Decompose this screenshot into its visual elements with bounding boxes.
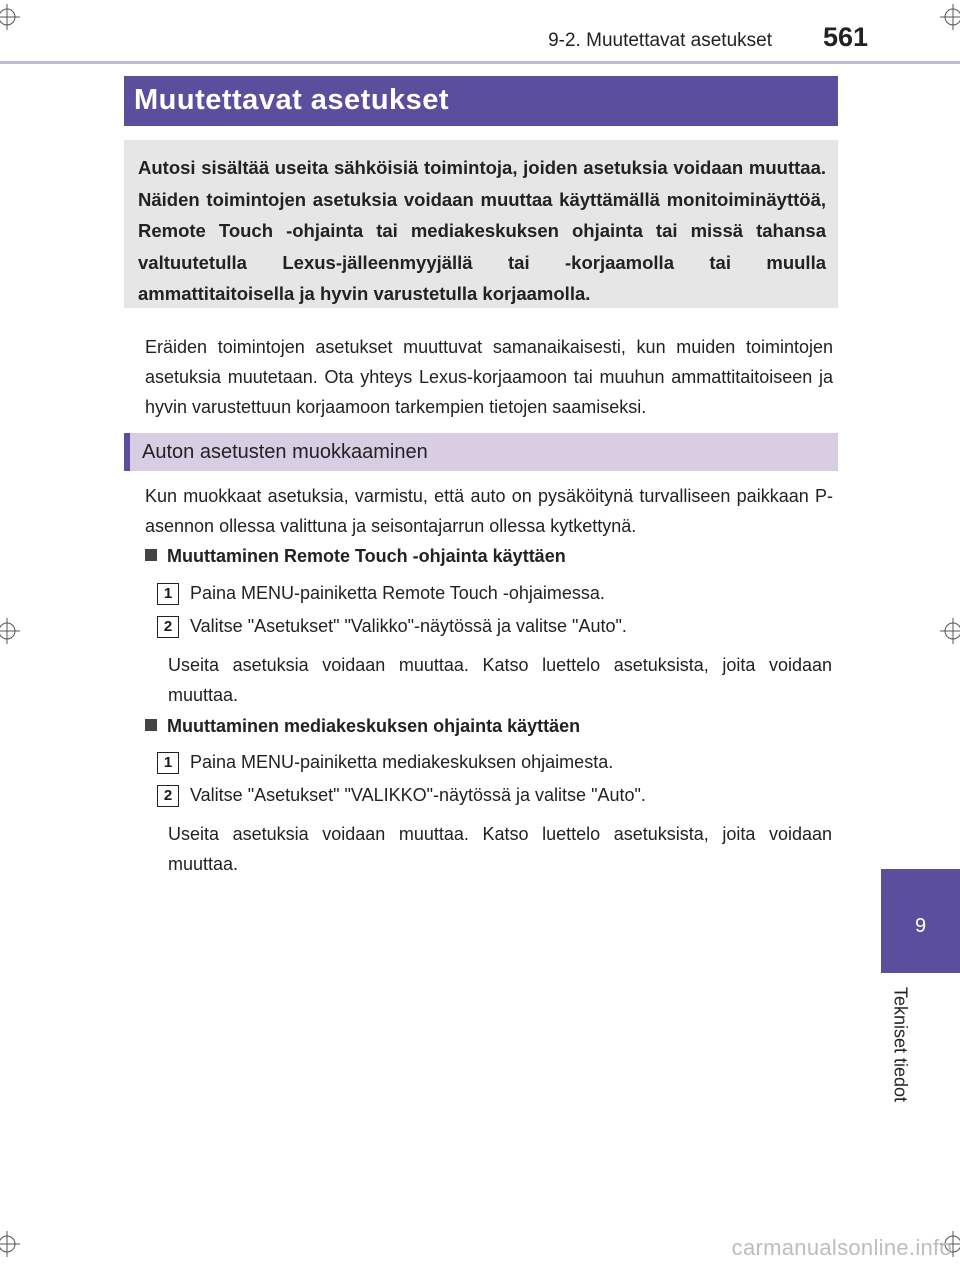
step-number: 2: [157, 616, 179, 638]
step-text: Valitse "Asetukset" "VALIKKO"-näytössä ja valitse "Auto".: [190, 785, 646, 805]
body-paragraph-1: Eräiden toimintojen asetukset muuttuvat samanaikaisesti, kun muiden toimintojen asetuksia muutetaan. Ota yhteys Lexus-korjaamoon tai muuhun ammattitaitoiseen ja hyvin varustettuun korjaamoon tarkempien tietojen saamiseksi.: [145, 337, 833, 417]
square-bullet-icon: [145, 549, 157, 561]
header-divider: [0, 61, 960, 64]
remote-touch-heading-text: Muuttaminen Remote Touch -ohjainta käyttäen: [167, 546, 566, 566]
chapter-number: 9: [914, 915, 927, 937]
square-bullet-icon: [145, 719, 157, 731]
registration-mark-mid-left: [0, 618, 20, 644]
body-paragraph-2: Kun muokkaat asetuksia, varmistu, että auto on pysäköitynä turvalliseen paikkaan P-asennon ollessa valittuna ja seisontajarrun ollessa kytkettynä.: [145, 486, 833, 536]
remote-touch-heading: [145, 546, 566, 567]
running-header: [120, 22, 868, 58]
step-number: 1: [157, 583, 179, 605]
chapter-label-wrapper: [888, 984, 914, 1108]
chapter-tab: [881, 869, 960, 973]
intro-text: Autosi sisältää useita sähköisiä toimintoja, joiden asetuksia voidaan muuttaa. Näiden toimintojen asetuksia voidaan muuttaa käyttämällä monitoiminäyttöä, Remote Touch -ohjainta tai mediakeskuksen ohjainta tai missä tahansa valtuutetulla Lexus-jälleenmyyjällä tai -korjaamolla tai muulla ammattitaitoisella ja hyvin varustetulla korjaamolla.: [138, 157, 826, 304]
watermark: carmanualsonline.info: [731, 1235, 952, 1260]
page-title: Muutettavat asetukset: [134, 84, 450, 116]
registration-mark-top-left: [0, 4, 20, 30]
subheading-text: Auton asetusten muokkaaminen: [142, 441, 428, 463]
registration-mark-top-right: [940, 4, 960, 30]
registration-mark-bottom-left: [0, 1231, 20, 1257]
intro-box: [124, 140, 838, 308]
media-heading: [145, 716, 580, 737]
page-title-bar: [124, 76, 838, 126]
step-text: Valitse "Asetukset" "Valikko"-näytössä ja valitse "Auto".: [190, 616, 627, 636]
remote-note: Useita asetuksia voidaan muuttaa. Katso luettelo asetuksista, joita voidaan muuttaa.: [168, 655, 832, 705]
subheading-bar: [124, 433, 838, 471]
step-number: 2: [157, 785, 179, 807]
chapter-label: Tekniset tiedot: [890, 986, 911, 1103]
registration-mark-mid-right: [940, 618, 960, 644]
step-text: Paina MENU-painiketta mediakeskuksen ohjaimesta.: [190, 752, 614, 772]
page-number: 561: [822, 22, 868, 52]
header-section-title: 9-2. Muutettavat asetukset: [548, 30, 772, 51]
media-note: Useita asetuksia voidaan muuttaa. Katso luettelo asetuksista, joita voidaan muuttaa.: [168, 824, 832, 874]
step-number: 1: [157, 752, 179, 774]
step-text: Paina MENU-painiketta Remote Touch -ohjaimessa.: [190, 583, 605, 603]
media-heading-text: Muuttaminen mediakeskuksen ohjainta käyttäen: [167, 716, 581, 736]
